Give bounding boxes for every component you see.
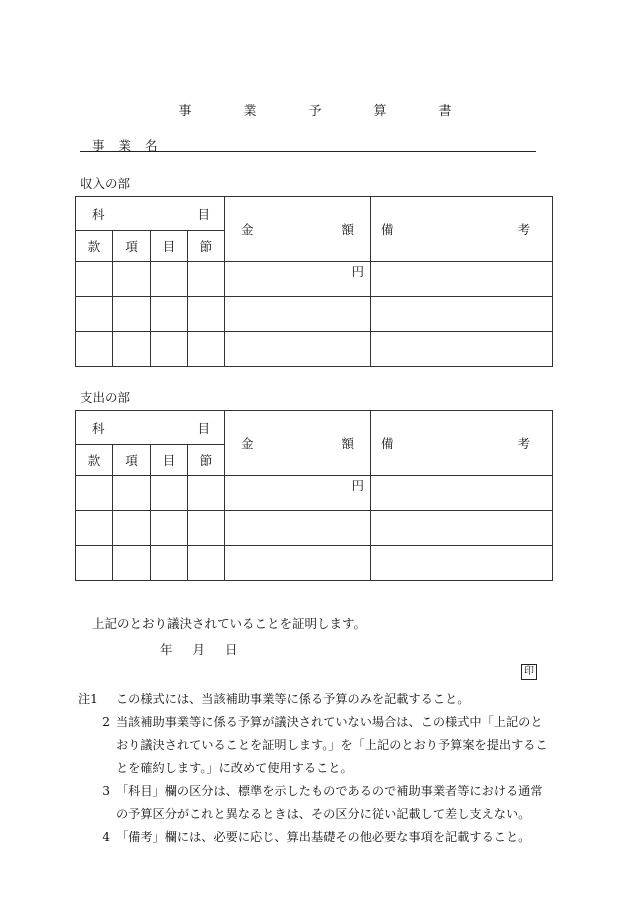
table-row	[76, 546, 553, 581]
setsu-header: 節	[188, 445, 225, 476]
yen-unit: 円	[225, 262, 371, 297]
moku-header: 目	[151, 445, 188, 476]
note-item: 4 「備考」欄には、必要に応じ、算出基礎その他必要な事項を記載すること。	[102, 830, 531, 844]
amount-header: 金 額	[225, 197, 371, 262]
certification-text: 上記のとおり議決されていることを証明します。	[92, 616, 367, 631]
project-name-field	[80, 136, 536, 152]
remarks-header: 備 考	[371, 197, 553, 262]
kan-header: 款	[76, 445, 113, 476]
kan-header: 款	[76, 231, 113, 262]
kamoku-header: 科 目	[76, 411, 225, 445]
table-row	[76, 297, 553, 332]
project-name-label: 事業名	[92, 138, 172, 153]
note-item: 3 「科目」欄の区分は、標準を示したものであるので補助事業者等における通常の予算区分がこれと異なるときは、その区分に従い記載して差し支えない。	[102, 784, 543, 821]
page-title: 事 業 予 算 書	[178, 104, 452, 119]
income-heading: 収入の部	[80, 176, 131, 191]
amount-header: 金 額	[225, 411, 371, 476]
expense-heading: 支出の部	[80, 390, 131, 405]
income-table	[75, 196, 553, 367]
expense-table	[75, 410, 553, 581]
yen-unit: 円	[225, 476, 371, 511]
notes	[78, 688, 548, 849]
table-row	[76, 511, 553, 546]
table-row	[76, 332, 553, 367]
table-row	[76, 262, 553, 297]
moku-header: 目	[151, 231, 188, 262]
note-item: 注1 この様式には、当該補助事業等に係る予算のみを記載すること。	[78, 692, 470, 706]
remarks-header: 備 考	[371, 411, 553, 476]
note-item: 2 当該補助事業等に係る予算が議決されていない場合は、この様式中「上記のとおり議決されていることを証明します。」を「上記のとおり予算案を提出することを確約します。」に改めて使用すること。	[102, 715, 548, 775]
table-row	[76, 476, 553, 511]
date-line: 年 月 日	[160, 642, 238, 657]
seal-icon: 印	[521, 664, 537, 680]
kamoku-header: 科 目	[76, 197, 225, 231]
setsu-header: 節	[188, 231, 225, 262]
kou-header: 項	[113, 445, 151, 476]
kou-header: 項	[113, 231, 151, 262]
